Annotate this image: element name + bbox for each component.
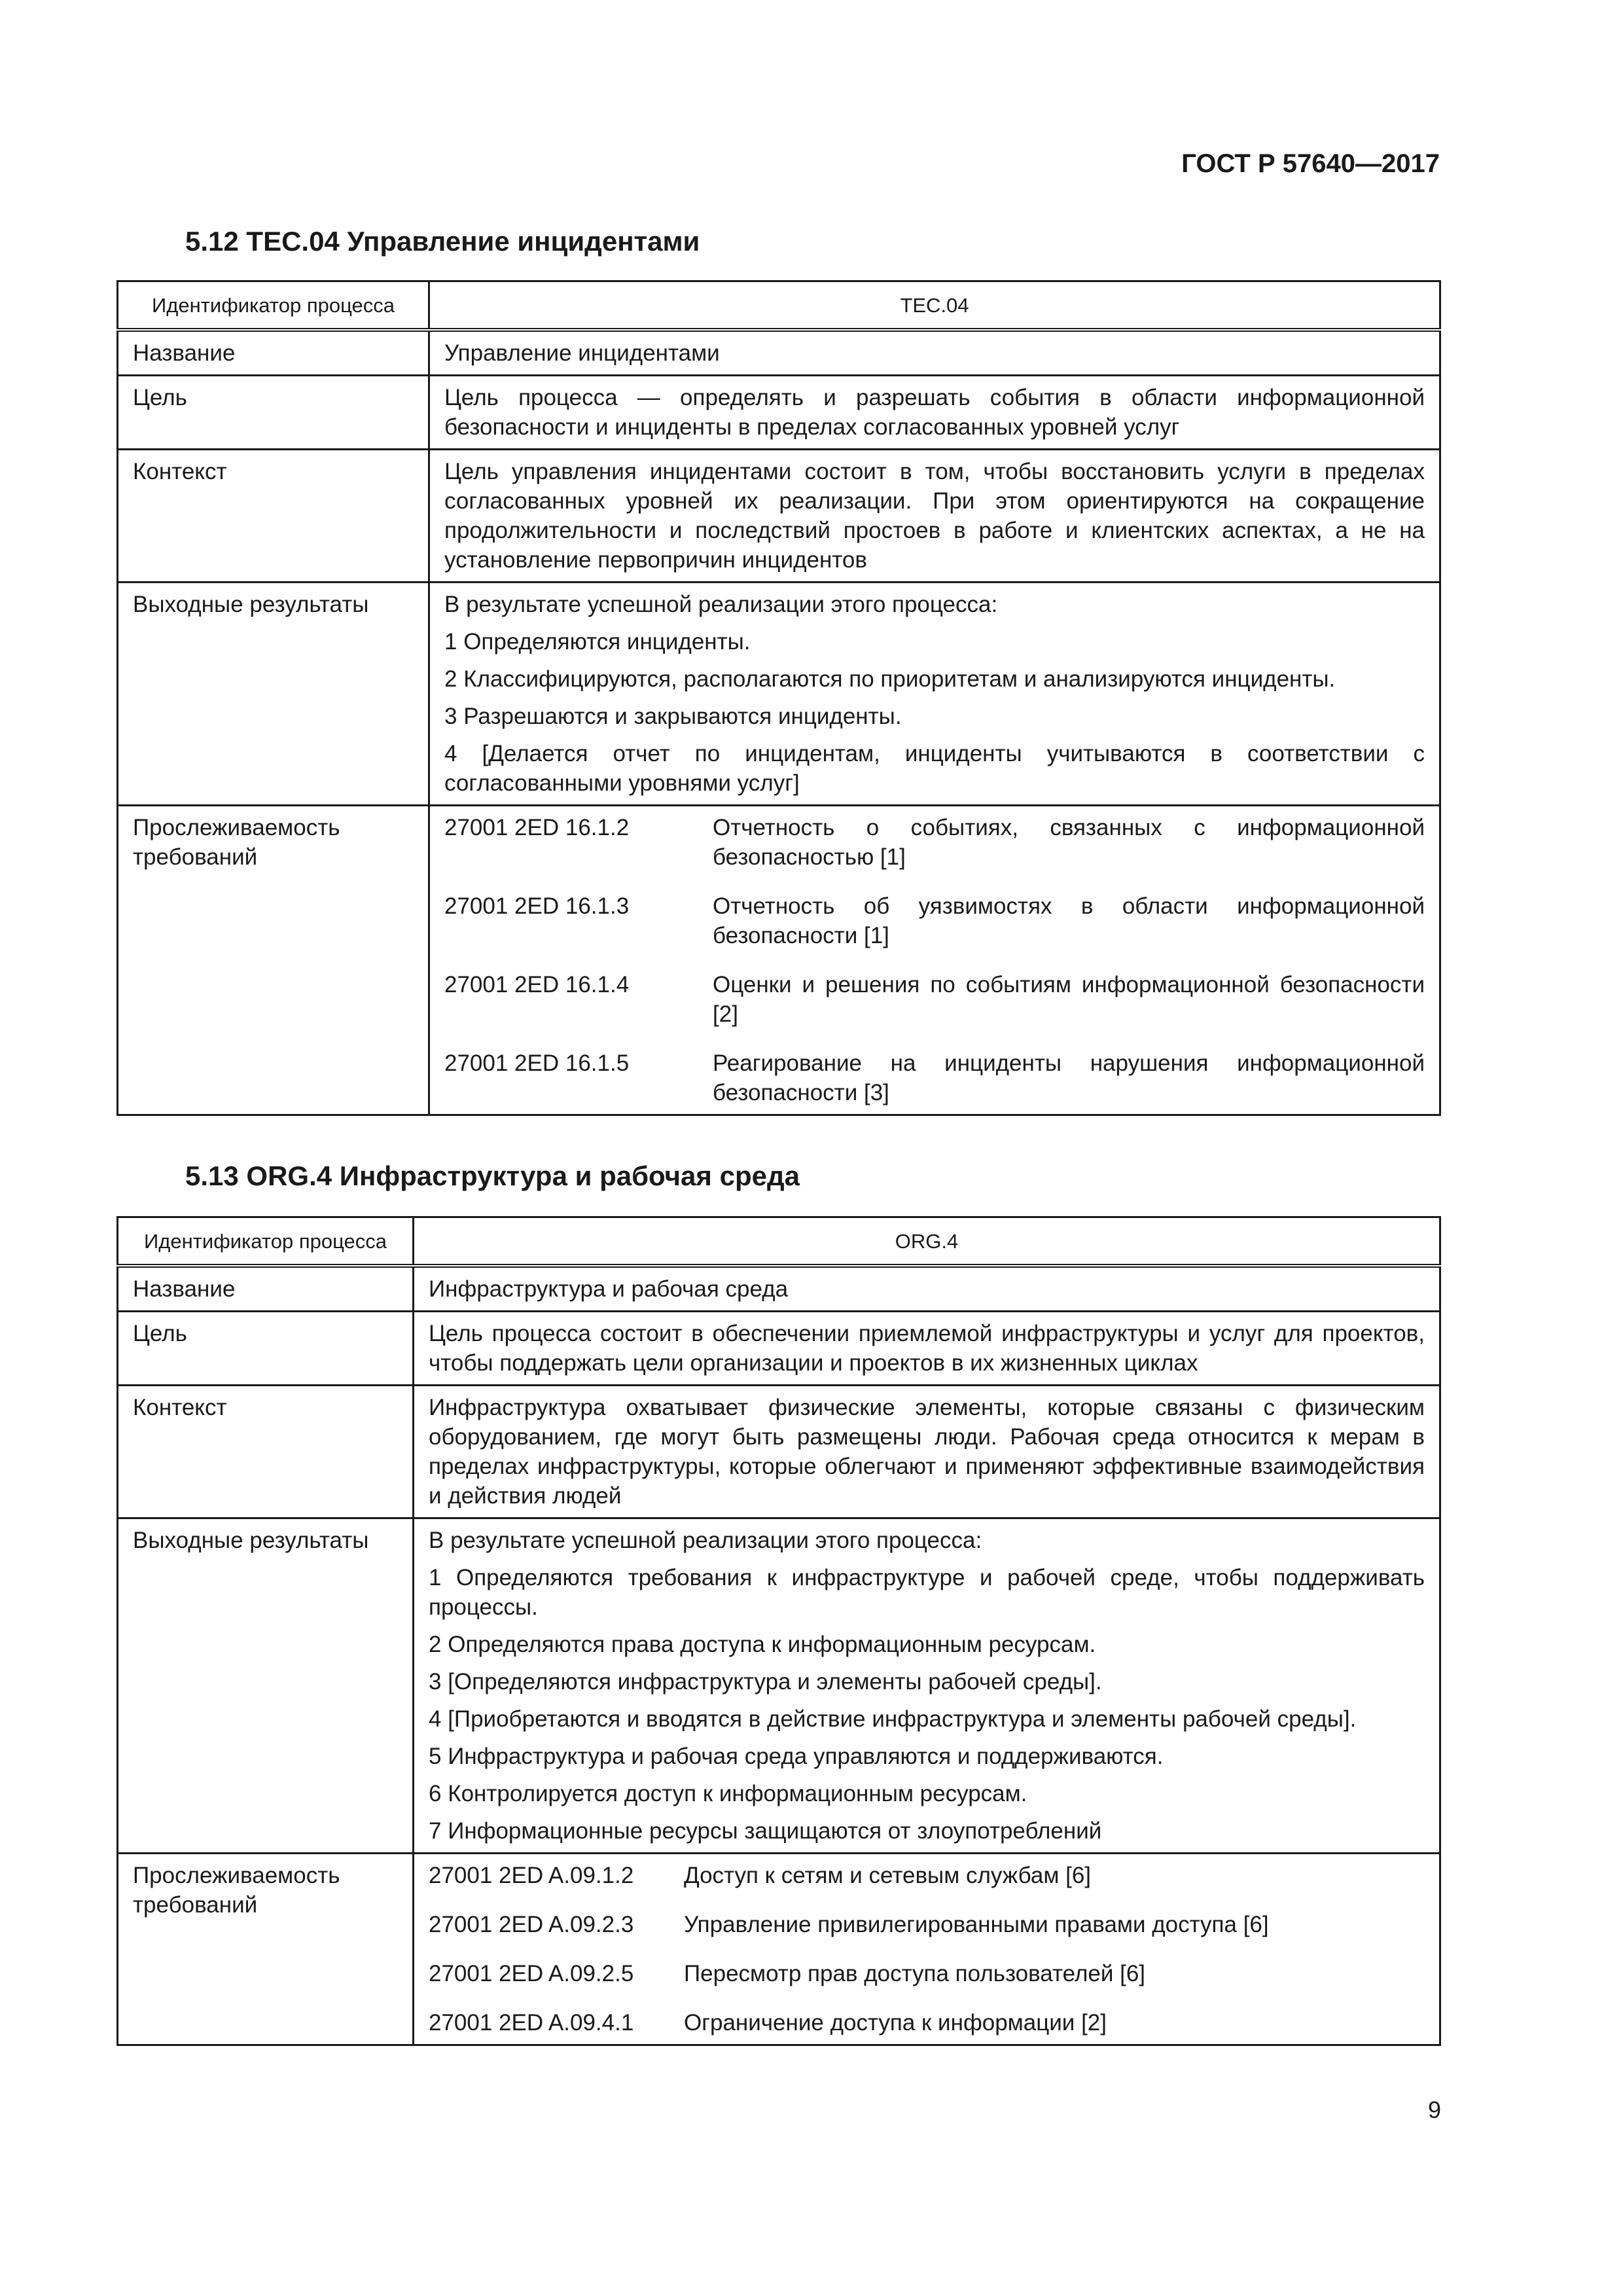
outputs-list bbox=[429, 583, 1440, 806]
table-row bbox=[118, 281, 1440, 331]
output-item: 5 Инфраструктура и рабочая среда управляются и поддерживаются. bbox=[429, 1744, 1164, 1769]
output-item: 3 Разрешаются и закрываются инциденты. bbox=[444, 704, 902, 729]
trace-ref: 27001 2ED 16.1.4 bbox=[444, 972, 630, 997]
trace-ref: 27001 2ED A.09.4.1 bbox=[429, 2010, 634, 2036]
trace-ref: 27001 2ED 16.1.5 bbox=[444, 1050, 630, 1076]
section-title: 5.13 ORG.4 Инфраструктура и рабочая среда bbox=[185, 1160, 800, 1191]
trace-row bbox=[429, 2008, 1425, 2037]
table-row bbox=[118, 1312, 1440, 1386]
table-row bbox=[118, 1386, 1440, 1518]
trace-row bbox=[429, 1910, 1425, 1959]
standard-designation: ГОСТ Р 57640—2017 bbox=[1181, 149, 1440, 178]
purpose-label: Цель bbox=[118, 1312, 414, 1386]
name-label: Название bbox=[118, 1266, 414, 1312]
outputs-label: Выходные результаты bbox=[118, 583, 429, 806]
outputs-list bbox=[414, 1518, 1440, 1854]
outputs-label: Выходные результаты bbox=[118, 1518, 414, 1854]
purpose-label: Цель bbox=[118, 376, 429, 450]
trace-row bbox=[444, 813, 1425, 891]
trace-desc: Оценки и решения по событиям информационной безопасности [2] bbox=[713, 972, 1425, 1027]
output-item: 1 Определяются требования к инфраструктуре и рабочей среде, чтобы поддерживать процессы. bbox=[429, 1565, 1425, 1620]
table-row bbox=[118, 1266, 1440, 1312]
trace-desc: Управление привилегированными правами доступа [6] bbox=[684, 1912, 1269, 1937]
process-id-label: Идентификатор процесса bbox=[118, 281, 429, 331]
output-item: 2 Определяются права доступа к информационным ресурсам. bbox=[429, 1632, 1096, 1657]
page-number: 9 bbox=[1427, 2096, 1441, 2123]
name-value: Инфраструктура и рабочая среда bbox=[414, 1266, 1440, 1312]
output-item: 4 [Делается отчет по инцидентам, инциденты учитываются в соответствии с согласованными уровнями услуг] bbox=[444, 741, 1425, 796]
trace-ref: 27001 2ED A.09.2.3 bbox=[429, 1912, 634, 1937]
trace-ref: 27001 2ED 16.1.3 bbox=[444, 893, 630, 919]
table-row bbox=[118, 1854, 1440, 2045]
trace-desc: Отчетность о событиях, связанных с информационной безопасностью [1] bbox=[713, 815, 1425, 870]
table-row bbox=[118, 376, 1440, 450]
table-row bbox=[118, 583, 1440, 806]
trace-desc: Реагирование на инциденты нарушения информационной безопасности [3] bbox=[713, 1050, 1425, 1105]
trace-row bbox=[444, 1049, 1425, 1107]
table-row bbox=[118, 1217, 1440, 1266]
table-row bbox=[118, 1518, 1440, 1854]
trace-desc: Пересмотр прав доступа пользователей [6] bbox=[684, 1961, 1146, 1986]
output-item: 2 Классифицируются, располагаются по приоритетам и анализируются инциденты. bbox=[444, 666, 1336, 692]
name-value: Управление инцидентами bbox=[429, 330, 1440, 376]
output-item: В результате успешной реализации этого процесса: bbox=[444, 592, 998, 617]
output-item: 4 [Приобретаются и вводятся в действие инфраструктура и элементы рабочей среды]. bbox=[429, 1706, 1357, 1732]
trace-ref: 27001 2ED A.09.2.5 bbox=[429, 1961, 634, 1986]
process-table bbox=[116, 280, 1441, 1116]
traceability-label: Прослеживаемость требований bbox=[118, 806, 429, 1115]
trace-row bbox=[429, 1959, 1425, 2008]
purpose-value: Цель процесса — определять и разрешать события в области информационной безопасности и инциденты в пределах согласованных уровней услуг bbox=[429, 376, 1440, 450]
process-id-label: Идентификатор процесса bbox=[118, 1217, 414, 1266]
process-id-value: TEC.04 bbox=[429, 281, 1440, 331]
trace-desc: Отчетность об уязвимостях в области информационной безопасности [1] bbox=[713, 893, 1425, 948]
trace-ref: 27001 2ED A.09.1.2 bbox=[429, 1863, 634, 1888]
process-id-value: ORG.4 bbox=[414, 1217, 1440, 1266]
trace-ref: 27001 2ED 16.1.2 bbox=[444, 815, 630, 840]
name-label: Название bbox=[118, 330, 429, 376]
trace-desc: Ограничение доступа к информации [2] bbox=[684, 2010, 1107, 2036]
context-label: Контекст bbox=[118, 450, 429, 583]
output-item: 6 Контролируется доступ к информационным ресурсам. bbox=[429, 1781, 1027, 1806]
table-row bbox=[118, 450, 1440, 583]
traceability-label: Прослеживаемость требований bbox=[118, 1854, 414, 2045]
trace-row bbox=[444, 891, 1425, 970]
table-row bbox=[118, 330, 1440, 376]
output-item: 3 [Определяются инфраструктура и элементы рабочей среды]. bbox=[429, 1669, 1102, 1695]
traceability-list bbox=[429, 806, 1440, 1115]
table-row bbox=[118, 806, 1440, 1115]
purpose-value: Цель процесса состоит в обеспечении приемлемой инфраструктуры и услуг для проектов, чтобы поддержать цели организации и проектов в их жизненных циклах bbox=[414, 1312, 1440, 1386]
context-value: Цель управления инцидентами состоит в том, чтобы восстановить услуги в пределах согласованных уровней их реализации. При этом ориентируются на сокращение продолжительности и последствий простоев в работе и клиентских аспектах, а не на установление первопричин инцидентов bbox=[429, 450, 1440, 583]
section-title: 5.12 TEC.04 Управление инцидентами bbox=[185, 226, 700, 257]
output-item: В результате успешной реализации этого процесса: bbox=[429, 1528, 982, 1553]
trace-row bbox=[444, 970, 1425, 1049]
context-value: Инфраструктура охватывает физические элементы, которые связаны с физическим оборудованием, где могут быть размещены люди. Рабочая среда относится к мерам в пределах инфраструктуры, которые облегчают и применяют эффективные взаимодействия и действия людей bbox=[414, 1386, 1440, 1518]
trace-row bbox=[429, 1861, 1425, 1910]
trace-desc: Доступ к сетям и сетевым службам [6] bbox=[684, 1863, 1092, 1888]
context-label: Контекст bbox=[118, 1386, 414, 1518]
traceability-list bbox=[414, 1854, 1440, 2045]
output-item: 1 Определяются инциденты. bbox=[444, 629, 751, 655]
process-table bbox=[116, 1216, 1441, 2046]
output-item: 7 Информационные ресурсы защищаются от злоупотреблений bbox=[429, 1818, 1102, 1844]
